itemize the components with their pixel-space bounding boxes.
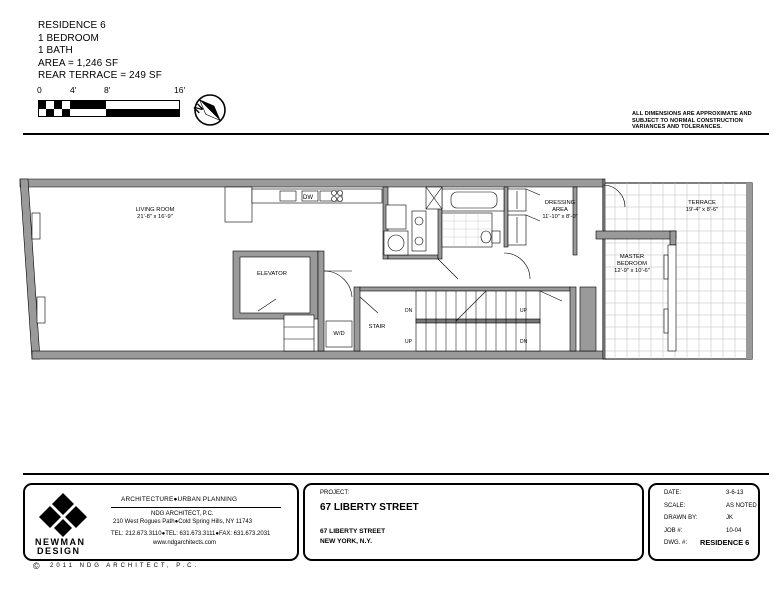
unit-area: AREA = 1,246 SF [38, 57, 119, 69]
master-bedroom-label [602, 254, 662, 275]
logo-line-1: NEWMAN [35, 537, 86, 547]
unit-info [38, 20, 162, 83]
note-line-3: VARIANCES AND TOLERANCES. [632, 124, 723, 130]
north-label: N [191, 101, 207, 117]
firm-name: NDG ARCHITECT, P.C. [151, 511, 214, 517]
scale-label-16: 16' [174, 85, 186, 95]
bath-count: 1 BATH [38, 45, 73, 56]
firm-website[interactable]: www.ndgarchitects.com [153, 540, 217, 546]
kitchen-counter [252, 189, 382, 203]
unit-name: RESIDENCE 6 [38, 20, 106, 31]
project-name: 67 LIBERTY STREET [320, 502, 419, 513]
project-block [303, 483, 644, 561]
bathroom [384, 187, 504, 255]
firm-services-rule [111, 507, 281, 508]
stair-dn-1: DN [405, 308, 413, 314]
terrace-label [672, 200, 732, 214]
job-label: JOB #: [664, 528, 683, 534]
stair-dn-2: DN [520, 339, 528, 345]
scale-label-4: 4' [70, 85, 77, 95]
date-value: 3-6-13 [726, 490, 744, 496]
drawing-info-block [648, 483, 760, 561]
logo-line-2: DESIGN [37, 546, 81, 556]
dw-label: DW [303, 195, 313, 201]
stair-up-2: UP [520, 308, 527, 314]
project-address-1: 67 LIBERTY STREET [320, 528, 386, 535]
graphic-scale-bar [36, 96, 184, 122]
firm-address: 210 West Rogues Path●Cold Spring Hills, NY 11743 [113, 519, 253, 525]
project-label: PROJECT: [320, 490, 350, 496]
scale-value: AS NOTED [726, 503, 757, 509]
copyright-text: 2011 NDG ARCHITECT, P.C. [50, 563, 200, 569]
dimensions-note [632, 111, 762, 131]
header-divider [23, 133, 769, 135]
north-arrow [193, 93, 227, 127]
firm-services: ARCHITECTURE●URBAN PLANNING [121, 496, 238, 503]
scale-label: SCALE: [664, 503, 686, 509]
master-bedroom-dim: 12'-9" x 10'-6" [614, 268, 650, 274]
drawn-by-value: JK [726, 515, 734, 521]
project-address-2: NEW YORK, N.Y. [320, 538, 372, 545]
date-label: DATE: [664, 490, 682, 496]
stair-label: STAIR [368, 324, 386, 330]
terrace-area: REAR TERRACE = 249 SF [38, 70, 162, 81]
footer-divider [23, 473, 769, 475]
copyright-symbol: © [33, 561, 40, 571]
terrace-name: TERRACE [688, 200, 716, 206]
dressing-area-label [530, 200, 590, 221]
master-bedroom-name2: BEDROOM [617, 261, 647, 267]
note-line-2: SUBJECT TO NORMAL CONSTRUCTION [632, 117, 743, 124]
job-value: 10-04 [726, 528, 742, 534]
dwg-value: RESIDENCE 6 [700, 538, 750, 547]
living-room-label [110, 207, 200, 221]
scale-label-8: 8' [104, 85, 111, 95]
dressing-area-name2: AREA [552, 207, 568, 213]
elevator-label: ELEVATOR [257, 271, 287, 277]
stair-up-1: UP [405, 339, 412, 345]
wd-label: W/D [333, 331, 345, 337]
firm-phones: TEL: 212.673.3110●TEL: 631.673.3111●FAX: 631.673.2031 [111, 531, 271, 537]
master-bedroom-name: MASTER [619, 254, 645, 260]
dressing-area-dim: 11'-10" x 8'-0" [542, 214, 578, 220]
newman-design-logo [34, 491, 92, 537]
firm-block [23, 483, 299, 561]
drawn-by-label: DRAWN BY: [664, 515, 698, 521]
note-line-1: ALL DIMENSIONS ARE APPROXIMATE AND [632, 111, 752, 117]
dwg-label: DWG. #: [664, 540, 688, 546]
bedroom-count: 1 BEDROOM [38, 32, 99, 44]
living-room-dim: 21'-8" x 16'-9" [137, 214, 173, 220]
dressing-area-name: DRESSING [544, 200, 576, 206]
living-room-name: LIVING ROOM [135, 207, 175, 213]
terrace-dim: 19'-4" x 8'-6" [685, 207, 719, 213]
scale-label-0: 0 [37, 85, 42, 95]
